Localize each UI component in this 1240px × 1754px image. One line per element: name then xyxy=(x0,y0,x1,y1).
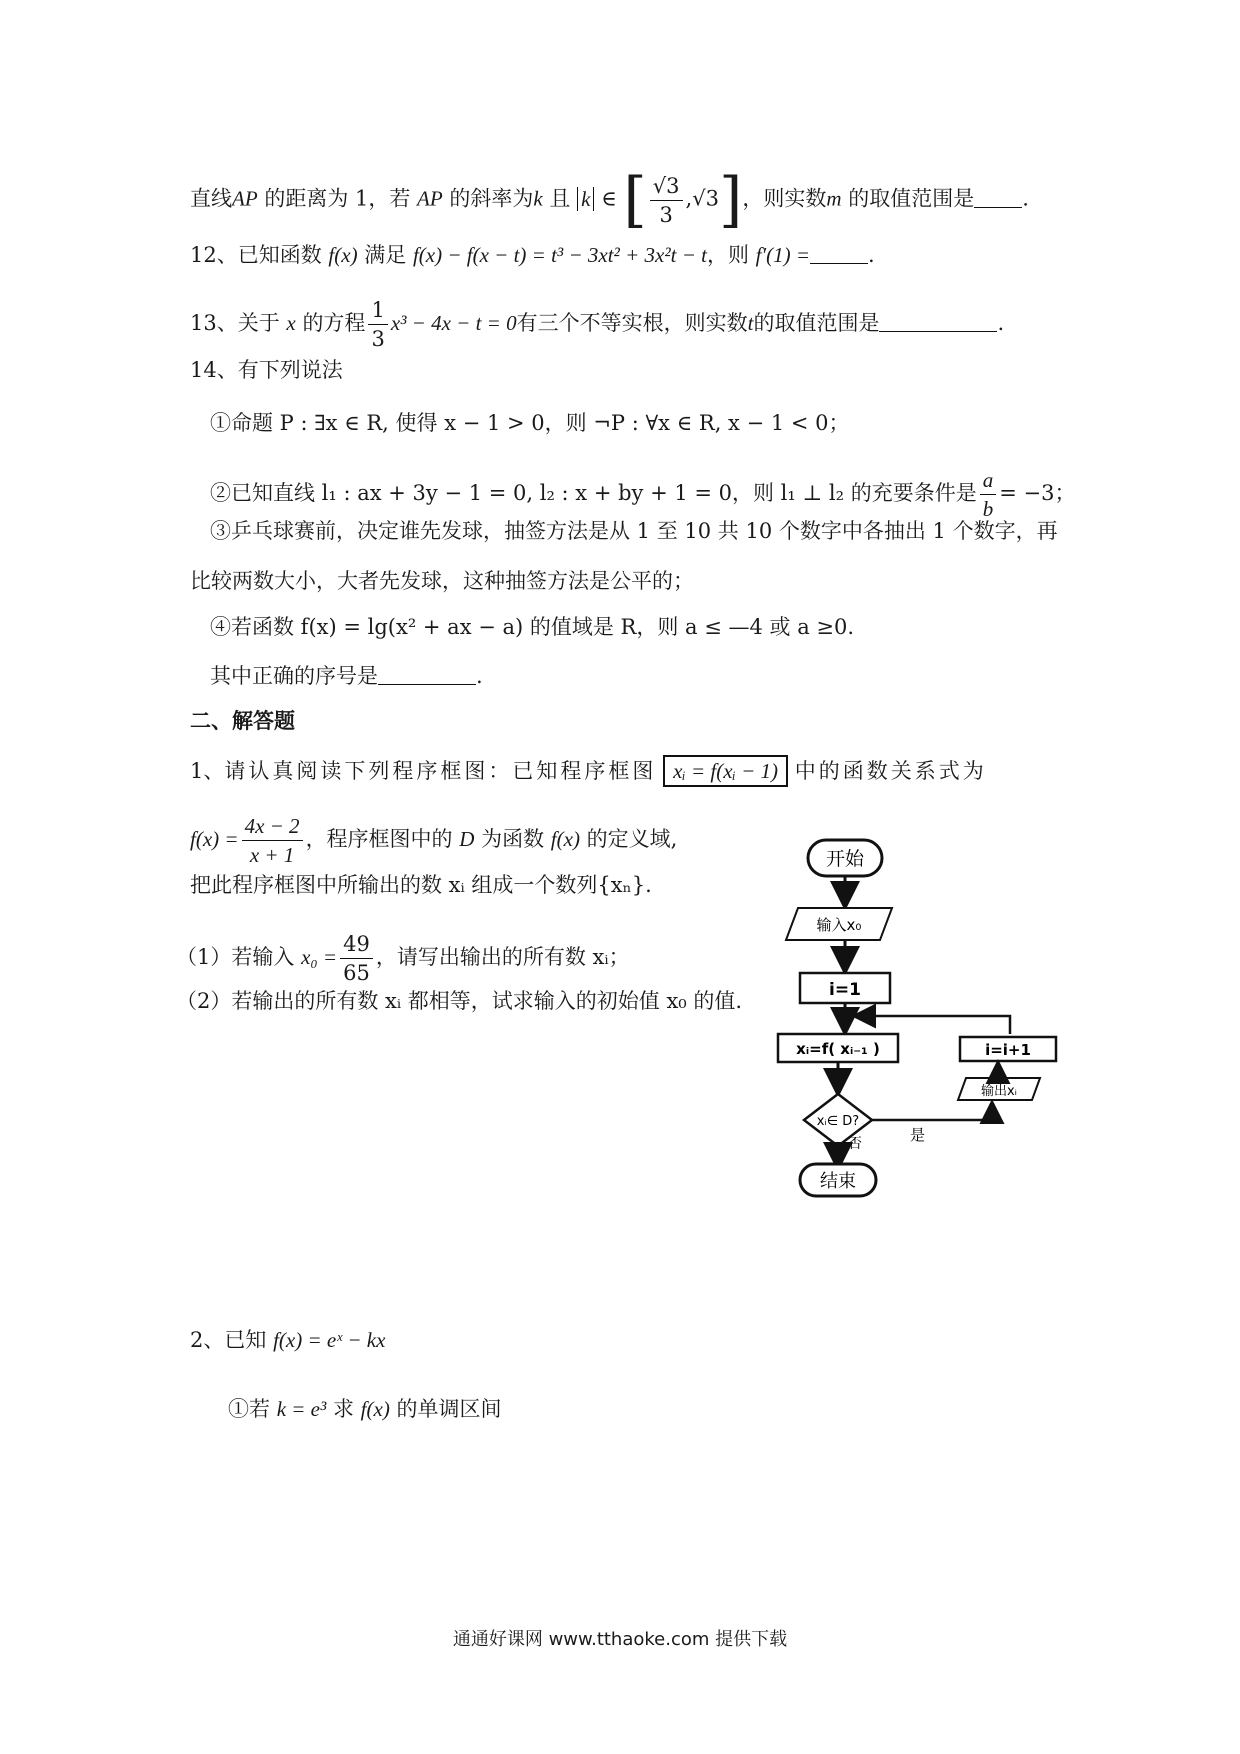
q13 xyxy=(190,296,1004,353)
q13-number: 13、 xyxy=(190,311,238,335)
q11-end: . xyxy=(1022,186,1029,211)
flowchart xyxy=(770,838,1070,1238)
p1-sub1-text: ，请写出输出的所有数 xᵢ； xyxy=(375,945,630,969)
p2-sub1-text: 求 xyxy=(332,1397,354,1421)
flow-yes-arrow xyxy=(872,1104,992,1120)
answer-blank[interactable] xyxy=(879,309,997,332)
p1-text: 中的函数关系式为 xyxy=(794,759,987,783)
q12-text: 满足 xyxy=(364,243,407,267)
q11-in: ∈ xyxy=(601,186,617,211)
left-bracket-icon: [ xyxy=(623,165,647,235)
p2-line1 xyxy=(190,1325,385,1355)
p1-boxed-formula: xᵢ = f(xᵢ − 1) xyxy=(663,755,788,787)
q12 xyxy=(190,240,875,270)
q14-statement-3a: ③乒乓球赛前，决定谁先发球，抽签方法是从 1 至 10 共 10 个数字中各抽出 1 个数字，再 xyxy=(210,519,1058,543)
q14-frac-num: a xyxy=(980,466,997,495)
q14-title-text: 有下列说法 xyxy=(237,358,343,382)
p2-equation: f(x) = eˣ − kx xyxy=(273,1328,386,1352)
q12-end: . xyxy=(868,243,875,267)
q14-ask xyxy=(210,661,483,691)
p2-number: 2、 xyxy=(190,1328,225,1352)
right-bracket-icon: ] xyxy=(718,165,743,235)
q12-equation: f(x) − f(x − t) = t³ − 3xt² + 3x²t − t xyxy=(412,243,707,267)
q11-text: 的距离为 1，若 xyxy=(257,186,418,211)
p1-sub1 xyxy=(176,930,630,987)
q13-t: t xyxy=(747,311,754,335)
q13-equation: x³ − 4x − t = 0 xyxy=(390,311,517,335)
p1-text: ，程序框图中的 xyxy=(305,827,453,851)
q11-abs-k: k xyxy=(577,187,594,211)
p2-sub1-eq: k = e³ xyxy=(276,1397,327,1421)
flow-assign-label: xᵢ=f( xᵢ₋₁ ) xyxy=(796,1040,880,1058)
q12-fx: f(x) xyxy=(328,243,358,267)
p1-line3: 把此程序框图中所输出的数 xᵢ 组成一个数列{xₙ}. xyxy=(190,873,652,897)
p1-sub2: （2）若输出的所有数 xᵢ 都相等，试求输入的初始值 x₀ 的值. xyxy=(176,989,743,1013)
q11-frac-den: 3 xyxy=(659,202,673,227)
q14-statement-2 xyxy=(210,466,1075,523)
q13-frac-den: 3 xyxy=(371,327,385,351)
p2-sub1-text: 的单调区间 xyxy=(396,1397,502,1421)
p1-line2 xyxy=(190,812,677,869)
flow-increment-label: i=i+1 xyxy=(985,1041,1031,1059)
p2-sub1-text: ①若 xyxy=(228,1397,270,1421)
p1-sub1-fraction xyxy=(340,930,373,987)
p1-D: D xyxy=(459,827,475,851)
flow-output-label: 输出xᵢ xyxy=(980,1084,1018,1099)
q13-fraction xyxy=(368,296,387,353)
q14-fraction xyxy=(980,466,997,523)
q11-ap: AP xyxy=(417,186,443,211)
answer-blank[interactable] xyxy=(974,185,1022,208)
q14-statement-1: ①命题 P : ∃x ∈ R, 使得 x − 1 > 0，则 ¬P : ∀x ∈ R, x − 1 < 0； xyxy=(210,411,850,435)
q11-text: 且 xyxy=(542,186,571,211)
p1-sub1-num: 49 xyxy=(340,930,373,959)
p1-sub1-den: 65 xyxy=(343,961,370,985)
p1-fx2: f(x) xyxy=(550,827,580,851)
q14-statement-4: ④若函数 f(x) = lg(x² + ax − a) 的值域是 R，则 a ≤ —4 或 a ≥0. xyxy=(210,615,855,639)
q11-tail xyxy=(190,165,1029,235)
answer-blank[interactable] xyxy=(378,662,476,685)
p1-text: 为函数 xyxy=(481,827,545,851)
q13-text: 有三个不等实根，则实数 xyxy=(516,311,748,335)
q14-number: 14、 xyxy=(190,358,238,382)
q11-text: ，则实数 xyxy=(742,186,827,211)
q13-text: 的方程 xyxy=(302,311,366,335)
p1-text: 的定义域, xyxy=(586,827,678,851)
q14-ask-text: 其中正确的序号是 xyxy=(210,664,378,688)
q14-end: . xyxy=(476,664,483,688)
p1-fx: f(x) = xyxy=(190,827,239,851)
flow-init-label: i=1 xyxy=(829,980,861,1000)
p1-text: 请认真阅读下列程序框图：已知程序框图 xyxy=(224,759,657,783)
p1-line1 xyxy=(190,756,987,786)
p1-frac-den: x + 1 xyxy=(249,843,295,867)
p1-frac-num: 4x − 2 xyxy=(242,812,303,841)
flow-no-label: 否 xyxy=(848,1136,862,1152)
flow-input-label: 输入x₀ xyxy=(816,916,862,934)
p1-fraction xyxy=(242,812,303,869)
p2-text: 已知 xyxy=(224,1328,267,1352)
flow-decision-label: xᵢ∈ D? xyxy=(816,1114,860,1129)
q14-s2-end: = −3； xyxy=(999,481,1076,505)
q11-fraction xyxy=(650,172,683,229)
q13-text: 的取值范围是 xyxy=(753,311,880,335)
answer-blank[interactable] xyxy=(810,241,868,264)
q13-x: x xyxy=(286,311,296,335)
p1-number: 1、 xyxy=(190,759,225,783)
q11-text: 直线 xyxy=(190,186,232,211)
section-heading: 二、解答题 xyxy=(190,709,295,733)
q14-statement-3b: 比较两数大小，大者先发球，这种抽签方法是公平的； xyxy=(190,569,694,593)
q11-sqrt3: √3 xyxy=(692,186,719,211)
p1-sub1-text: （1）若输入 xyxy=(176,945,295,969)
q11-ap: AP xyxy=(232,186,258,211)
q12-derivative: f′(1) = xyxy=(755,243,810,267)
q13-end: . xyxy=(997,311,1005,335)
q12-text: ，则 xyxy=(706,243,749,267)
q14-title xyxy=(190,355,343,385)
flow-yes-label: 是 xyxy=(910,1126,926,1144)
p1-sub1-x0: x₀ = xyxy=(301,945,338,969)
q11-text: 的斜率为 xyxy=(442,186,534,211)
p2-sub1 xyxy=(228,1394,502,1424)
q14-frac-den: b xyxy=(982,497,994,521)
q11-comma: , xyxy=(685,186,693,211)
q13-frac-num: 1 xyxy=(368,296,387,325)
flow-end-label: 结束 xyxy=(820,1171,856,1192)
flow-start-label: 开始 xyxy=(825,848,865,870)
q11-text: 的取值范围是 xyxy=(841,186,975,211)
page-footer: 通通好课网 www.tthaoke.com 提供下载 xyxy=(452,1629,788,1650)
q14-s2-text: ②已知直线 l₁ : ax + 3y − 1 = 0, l₂ : x + by + 1 = 0，则 l₁ ⊥ l₂ 的充要条件是 xyxy=(210,481,977,505)
q13-text: 关于 xyxy=(237,311,280,335)
q11-m: m xyxy=(826,186,842,211)
q12-number: 12、 xyxy=(190,243,238,267)
q11-frac-num: √3 xyxy=(650,172,683,201)
q12-text: 已知函数 xyxy=(237,243,322,267)
flow-loop-arrow xyxy=(856,1016,1010,1034)
q11-k: k xyxy=(533,186,543,211)
p2-sub1-fx: f(x) xyxy=(360,1397,390,1421)
